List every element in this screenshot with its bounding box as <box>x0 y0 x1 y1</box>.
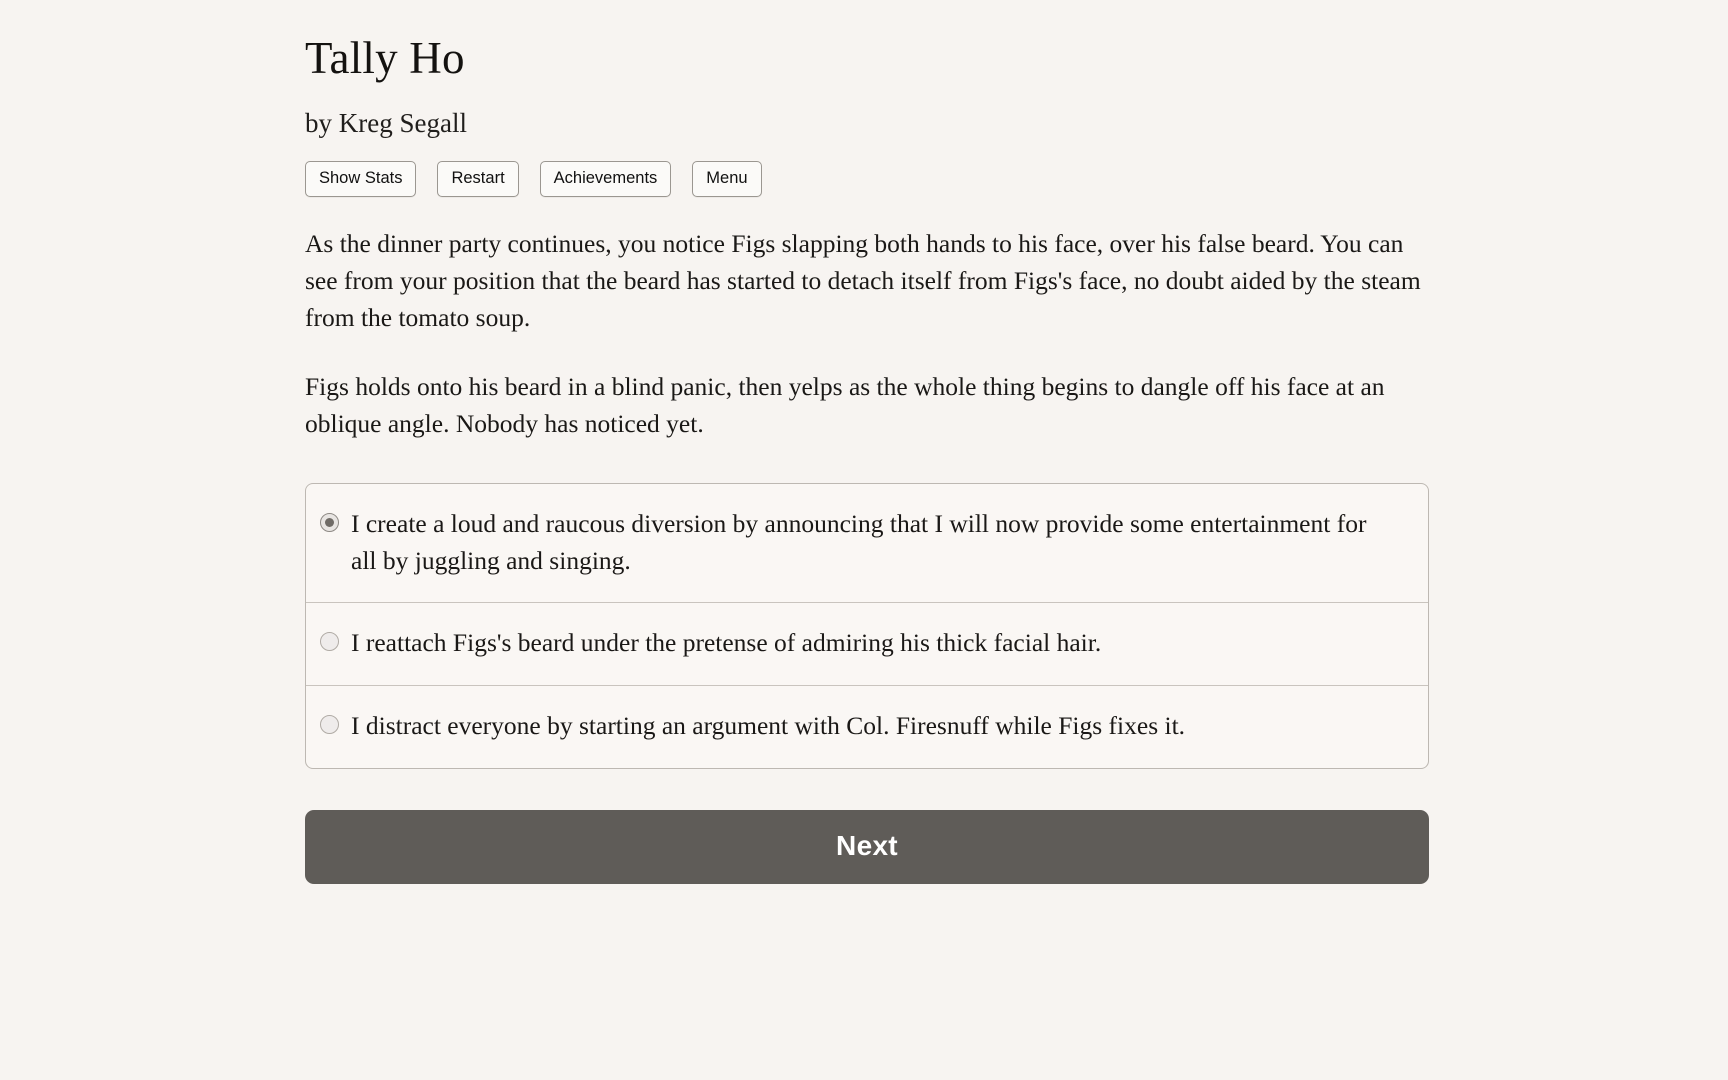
radio-button-icon[interactable] <box>320 715 339 734</box>
story-paragraph: Figs holds onto his beard in a blind panic, then yelps as the whole thing begins to dangle off his face at an oblique angle. Nobody has noticed yet. <box>305 371 1385 439</box>
menu-button-bar <box>305 161 1429 197</box>
choice-label: I create a loud and raucous diversion by announcing that I will now provide some entertainment for all by juggling and singing. <box>351 508 1367 575</box>
choice-list <box>305 483 1429 769</box>
author-byline: by Kreg Segall <box>305 108 467 138</box>
radio-button-icon[interactable] <box>320 513 339 532</box>
show-stats-button[interactable]: Show Stats <box>305 161 416 197</box>
choice-option[interactable] <box>306 484 1428 603</box>
achievements-button[interactable]: Achievements <box>540 161 672 197</box>
choice-label: I reattach Figs's beard under the pretense of admiring his thick facial hair. <box>351 628 1102 658</box>
restart-button[interactable]: Restart <box>437 161 518 197</box>
radio-button-icon[interactable] <box>320 632 339 651</box>
choice-option[interactable] <box>306 603 1428 686</box>
page-title: Tally Ho <box>305 33 465 83</box>
next-button[interactable]: Next <box>305 810 1429 884</box>
story-paragraph: As the dinner party continues, you notice Figs slapping both hands to his face, over his false beard. You can see from your position that the beard has started to detach itself from Figs's face, no doubt aided by the steam from the tomato soup. <box>305 228 1421 333</box>
menu-button[interactable]: Menu <box>692 161 761 197</box>
choice-option[interactable] <box>306 686 1428 768</box>
choice-label: I distract everyone by starting an argument with Col. Firesnuff while Figs fixes it. <box>351 711 1186 741</box>
game-container <box>305 0 1429 884</box>
